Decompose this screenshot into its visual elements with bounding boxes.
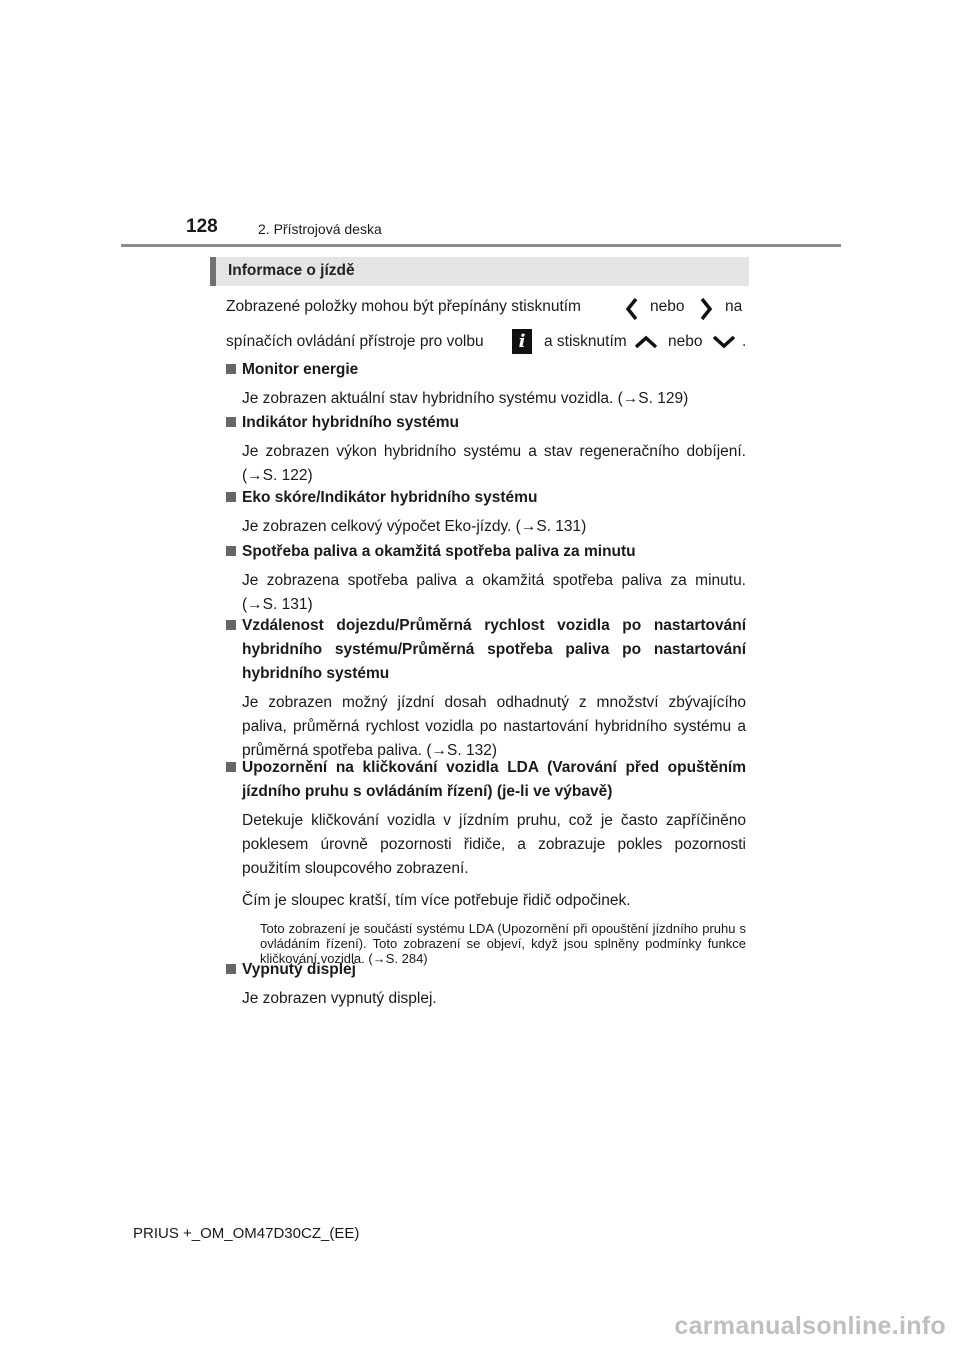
section-header — [210, 257, 749, 286]
list-item — [226, 486, 746, 547]
item-title: Monitor energie — [242, 361, 359, 378]
chevron-down-icon — [712, 335, 736, 349]
item-body: Je zobrazen možný jízdní dosah odhadnutý z množství zbývajícího paliva, průměrná rychlost vozidla po nastartování hybridního systému a průměrná spotřeba paliva. (→S. 132) — [242, 694, 746, 759]
intro-text-2b: a stisknutím — [544, 333, 627, 350]
item-title: Upozornění na kličkování vozidla LDA (Varování před opuštěním jízdního pruhu s ovládáním řízení) (je-li ve výbavě) — [242, 759, 746, 800]
bullet-square — [226, 620, 236, 630]
chevron-left-icon — [625, 297, 639, 321]
bullet-square — [226, 964, 236, 974]
item-title: Eko skóre/Indikátor hybridního systému — [242, 489, 538, 506]
intro-text-2c: nebo — [668, 333, 703, 350]
item-title: Vzdálenost dojezdu/Průměrná rychlost vozidla po nastartování hybridního systému/Průměrná spotřeba paliva po nastartování hybridního systému — [242, 617, 746, 682]
item-body: Je zobrazen vypnutý displej. — [242, 990, 437, 1007]
bullet-square — [226, 364, 236, 374]
list-item — [226, 411, 746, 496]
list-item — [226, 958, 746, 1019]
chevron-right-icon — [699, 297, 713, 321]
intro-text-1b: nebo — [650, 298, 685, 315]
item-body: Je zobrazen aktuální stav hybridního systému vozidla. (→S. 129) — [242, 390, 689, 407]
list-item — [226, 540, 746, 625]
bullet-square — [226, 762, 236, 772]
chevron-up-icon — [634, 335, 658, 349]
item-title: Indikátor hybridního systému — [242, 414, 460, 431]
list-item — [226, 756, 746, 966]
item-body: Je zobrazen výkon hybridního systému a stav regeneračního dobíjení. (→S. 122) — [242, 443, 746, 484]
bullet-square — [226, 546, 236, 556]
bullet-square — [226, 492, 236, 502]
item-body-extra: Čím je sloupec kratší, tím více potřebuje řidič odpočinek. — [242, 892, 631, 909]
intro-text-2a: spínačích ovládání přístroje pro volbu — [226, 333, 484, 350]
list-item — [226, 614, 746, 771]
section-title: Informace o jízdě — [228, 262, 355, 279]
intro-text-1c: na — [725, 298, 743, 315]
document-code: PRIUS +_OM_OM47D30CZ_(EE) — [133, 1225, 360, 1242]
intro-text-2d: . — [742, 333, 747, 350]
header-rule — [121, 244, 841, 247]
list-item — [226, 358, 746, 419]
bullet-square — [226, 417, 236, 427]
item-body: Detekuje kličkování vozidla v jízdním pruhu, což je často zapříčiněno poklesem úrovně pozornosti řidiče, a zobrazuje pokles pozornosti použitím sloupcového zobrazení. — [242, 812, 746, 877]
watermark: carmanualsonline.info — [674, 1312, 946, 1340]
item-title: Vypnutý displej — [242, 961, 356, 978]
page-number: 128 — [186, 216, 218, 237]
info-icon: i — [512, 329, 532, 354]
item-body: Je zobrazena spotřeba paliva a okamžitá spotřeba paliva za minutu. (→S. 131) — [242, 572, 746, 613]
item-body: Je zobrazen celkový výpočet Eko-jízdy. (→S. 131) — [242, 518, 587, 535]
running-header: 2. Přístrojová deska — [258, 221, 382, 237]
item-note: Toto zobrazení je součástí systému LDA (Upozornění při opouštění jízdního pruhu s ovládáním řízení). Toto zobrazení se objeví, když jsou splněny podmínky funkce kličkování vozidla. (→S. 284) — [260, 921, 746, 966]
intro-text-1a: Zobrazené položky mohou být přepínány stisknutím — [226, 298, 581, 315]
item-title: Spotřeba paliva a okamžitá spotřeba paliva za minutu — [242, 543, 636, 560]
